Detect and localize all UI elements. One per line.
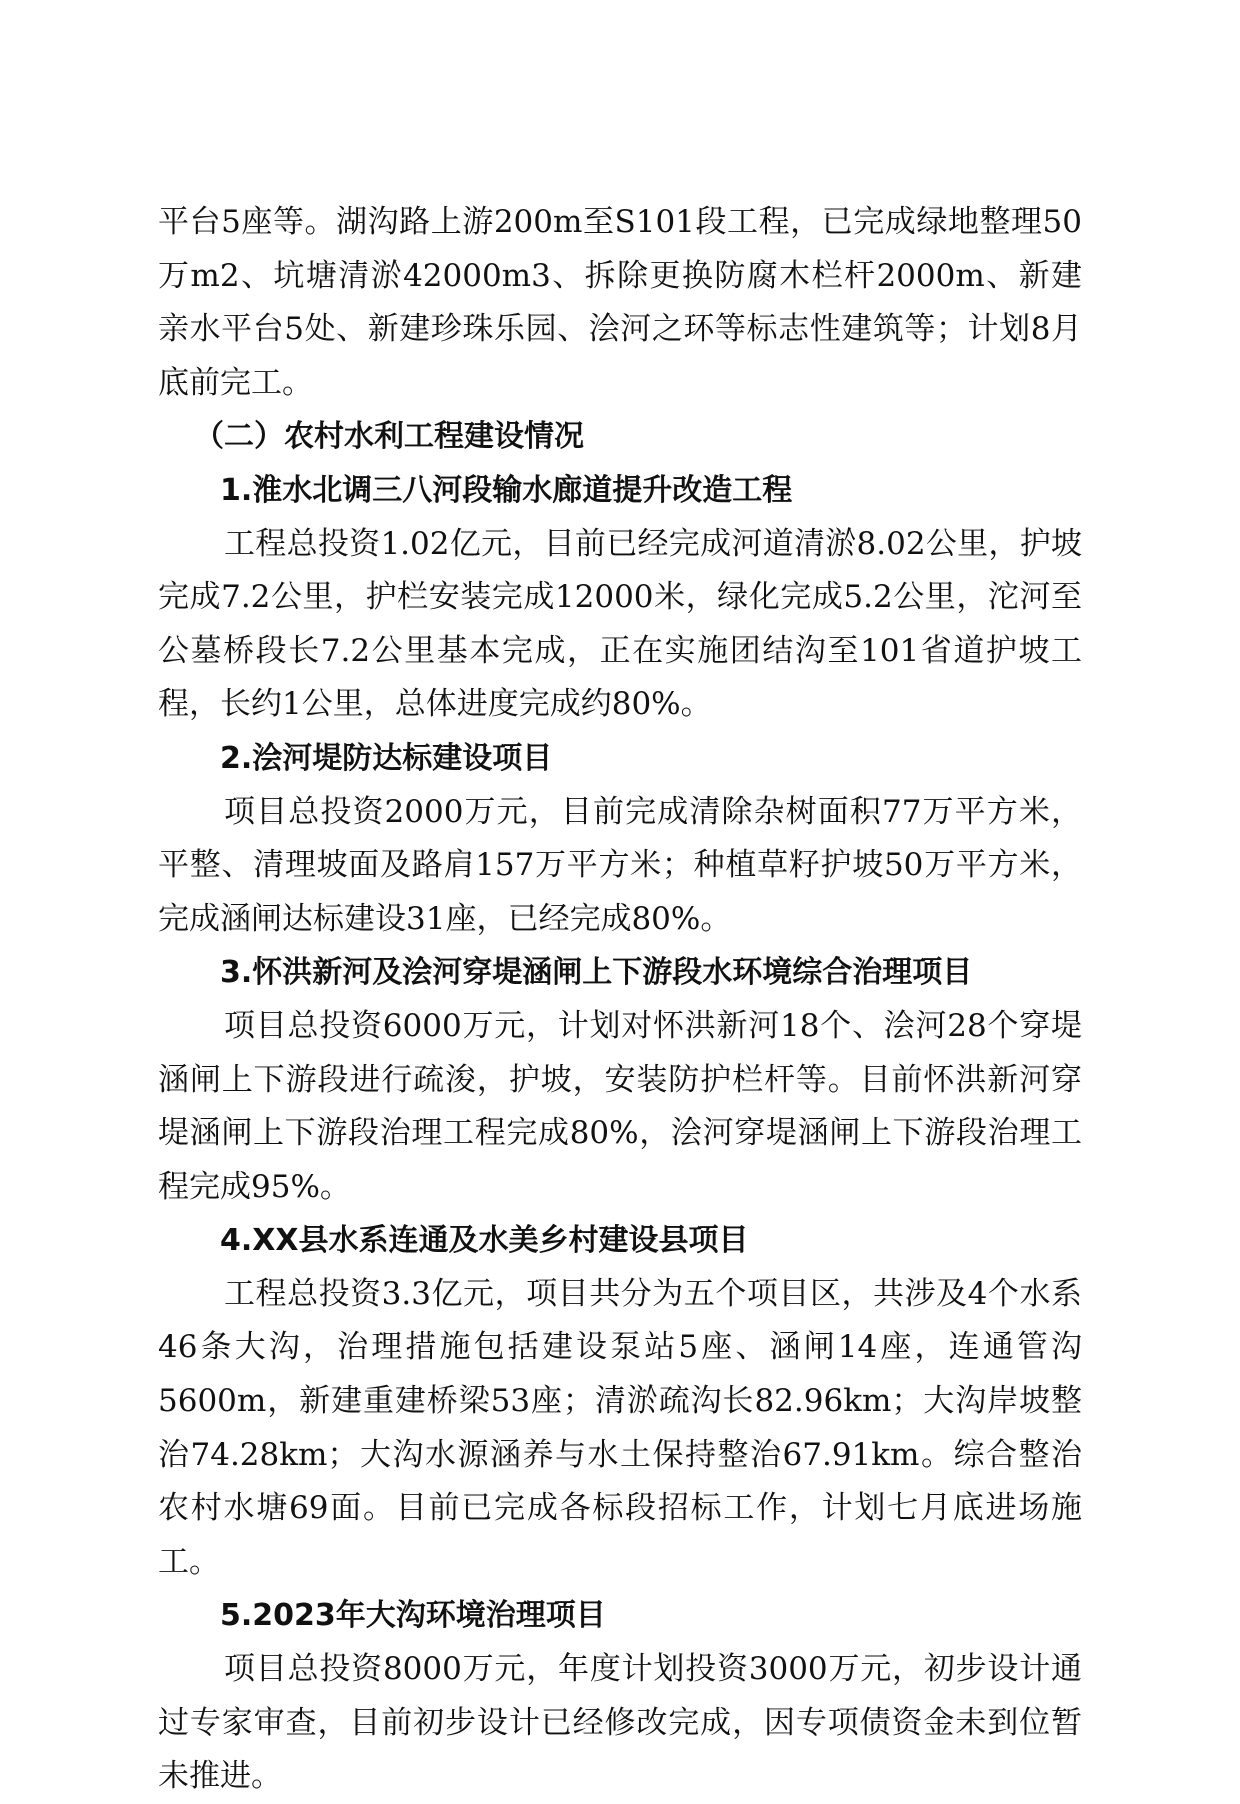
document-page [158, 196, 1082, 1804]
body-paragraph: 项目总投资6000万元，计划对怀洪新河18个、浍河28个穿堤涵闸上下游段进行疏浚，护坡，安装防护栏杆等。目前怀洪新河穿堤涵闸上下游段治理工程完成80%，浍河穿堤涵闸上下游段治理工程完成95%。 [158, 1007, 1082, 1205]
body-paragraph: 工程总投资1.02亿元，目前已经完成河道清淤8.02公里，护坡完成7.2公里，护栏安装完成12000米，绿化完成5.2公里，沱河至公墓桥段长7.2公里基本完成，正在实施团结沟至101省道护坡工程，长约1公里，总体进度完成约80%。 [158, 525, 1082, 723]
item-heading-4: 4.XX县水系连通及水美乡村建设县项目 [220, 1223, 749, 1259]
section-heading: （二）农村水利工程建设情况 [194, 419, 584, 455]
item-heading-3: 3.怀洪新河及浍河穿堤涵闸上下游段水环境综合治理项目 [220, 955, 973, 991]
body-paragraph: 项目总投资8000万元，年度计划投资3000万元，初步设计通过专家审查，目前初步设计已经修改完成，因专项债资金未到位暂未推进。 [158, 1651, 1082, 1795]
item-heading-2: 2.浍河堤防达标建设项目 [220, 740, 553, 776]
item-heading-1: 1.淮水北调三八河段输水廊道提升改造工程 [220, 472, 793, 508]
body-paragraph: 项目总投资2000万元，目前完成清除杂树面积77万平方米，平整、清理坡面及路肩157万平方米；种植草籽护坡50万平方米，完成涵闸达标建设31座，已经完成80%。 [158, 793, 1082, 937]
item-heading-5: 5.2023年大沟环境治理项目 [220, 1598, 606, 1634]
body-paragraph: 平台5座等。湖沟路上游200m至S101段工程，已完成绿地整理50万m2、坑塘清淤42000m3、拆除更换防腐木栏杆2000m、新建亲水平台5处、新建珍珠乐园、浍河之环等标志性建筑等；计划8月底前完工。 [158, 204, 1082, 401]
body-paragraph: 工程总投资3.3亿元，项目共分为五个项目区，共涉及4个水系46条大沟，治理措施包括建设泵站5座、涵闸14座，连通管沟5600m，新建重建桥梁53座；清淤疏沟长82.96km；大沟岸坡整治74.28km；大沟水源涵养与水土保持整治67.91km。综合整治农村水塘69面。目前已完成各标段招标工作，计划七月底进场施工。 [158, 1275, 1082, 1580]
